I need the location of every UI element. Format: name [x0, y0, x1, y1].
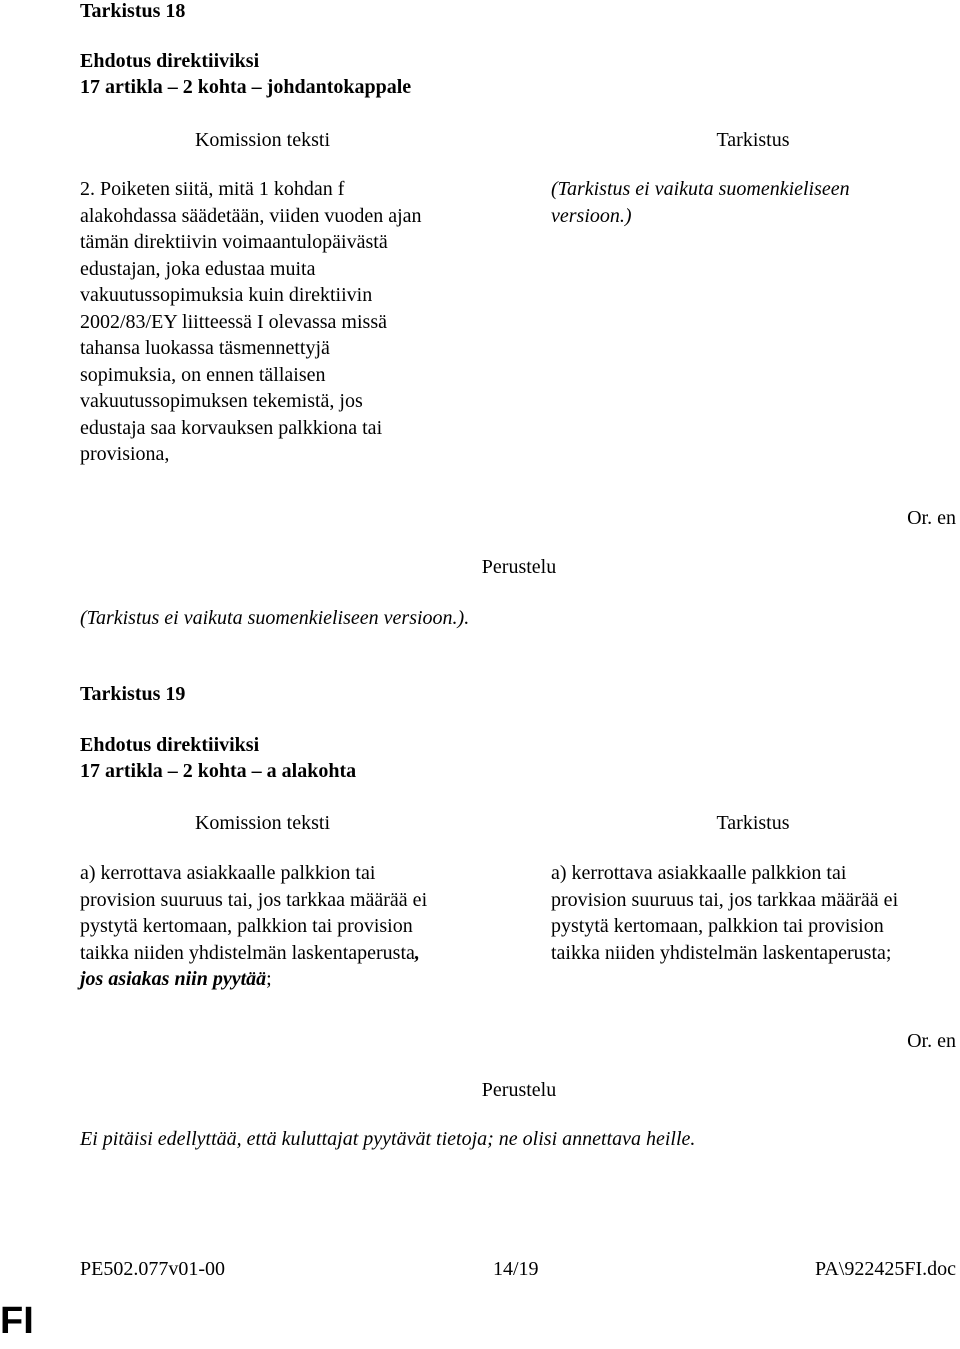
text-line: 2. Poiketen siitä, mitä 1 kohdan f: [80, 178, 345, 200]
text-line: taikka niiden yhdistelmän laskentaperusta;: [551, 941, 892, 964]
document-reference: PE502.077v01-00: [80, 1258, 225, 1280]
commission-text-heading: Komission teksti: [194, 812, 330, 834]
original-language: Or. en: [907, 507, 956, 529]
article-reference: 17 artikla – 2 kohta – a alakohta: [80, 760, 357, 782]
amendment-text-heading: Tarkistus: [716, 129, 790, 151]
amendment-text-heading: Tarkistus: [716, 812, 790, 834]
article-reference: 17 artikla – 2 kohta – johdantokappale: [80, 76, 412, 98]
text-line: edustajan, joka edustaa muita: [80, 257, 316, 280]
text-line: (Tarkistus ei vaikuta suomenkieliseen: [551, 178, 850, 200]
language-code: FI: [0, 1300, 34, 1342]
text-segment: ;: [266, 968, 272, 990]
file-name: PA\922425FI.doc: [815, 1258, 956, 1280]
justification-text: Ei pitäisi edellyttää, että kuluttajat pyytävät tietoja; ne olisi annettava heille.: [80, 1128, 696, 1150]
text-line: provision suuruus tai, jos tarkkaa määrää ei: [80, 888, 428, 911]
text-line: tämän direktiivin voimaantulopäivästä: [80, 231, 388, 253]
text-line: sopimuksia, on ennen tällaisen: [80, 363, 326, 386]
text-line: vakuutussopimuksen tekemistä, jos: [80, 390, 363, 412]
text-line: [80, 966, 427, 993]
justification-heading: Perustelu: [481, 556, 557, 578]
original-language: Or. en: [907, 1030, 956, 1052]
commission-text: [80, 860, 427, 993]
text-line: 2002/83/EY liitteessä I olevassa missä: [80, 310, 387, 333]
text-line: provision suuruus tai, jos tarkkaa määrää ei: [551, 888, 899, 911]
text-line: versioon.): [551, 204, 632, 227]
proposal-label: Ehdotus direktiiviksi: [80, 50, 260, 72]
amendment-title: Tarkistus 18: [80, 0, 186, 22]
text-line: provisiona,: [80, 443, 170, 465]
page-number: 14/19: [493, 1258, 539, 1280]
text-line: a) kerrottava asiakkaalle palkkion tai: [80, 862, 376, 884]
text-line: pystytä kertomaan, palkkion tai provision: [551, 915, 884, 937]
amendment-text: [551, 176, 850, 229]
text-line: edustaja saa korvauksen palkkiona tai: [80, 416, 383, 439]
commission-text-heading: Komission teksti: [194, 129, 330, 151]
justification-text: (Tarkistus ei vaikuta suomenkieliseen versioon.).: [80, 607, 470, 629]
amendment-title: Tarkistus 19: [80, 683, 186, 705]
text-line: alakohdassa säädetään, viiden vuoden ajan: [80, 204, 422, 227]
text-line: [80, 940, 427, 967]
highlighted-change: ,: [414, 941, 420, 964]
text-line: tahansa luokassa täsmennettyjä: [80, 337, 330, 359]
text-line: pystytä kertomaan, palkkion tai provision: [80, 915, 413, 937]
amendment-text: [551, 860, 898, 966]
commission-text: [80, 176, 422, 468]
justification-heading: Perustelu: [481, 1079, 557, 1101]
text-line: a) kerrottava asiakkaalle palkkion tai: [551, 862, 847, 884]
proposal-label: Ehdotus direktiiviksi: [80, 734, 260, 756]
highlighted-change: jos asiakas niin pyytää: [80, 968, 267, 990]
text-line: vakuutussopimuksia kuin direktiivin: [80, 284, 373, 306]
text-segment: taikka niiden yhdistelmän laskentaperusta: [80, 941, 415, 964]
